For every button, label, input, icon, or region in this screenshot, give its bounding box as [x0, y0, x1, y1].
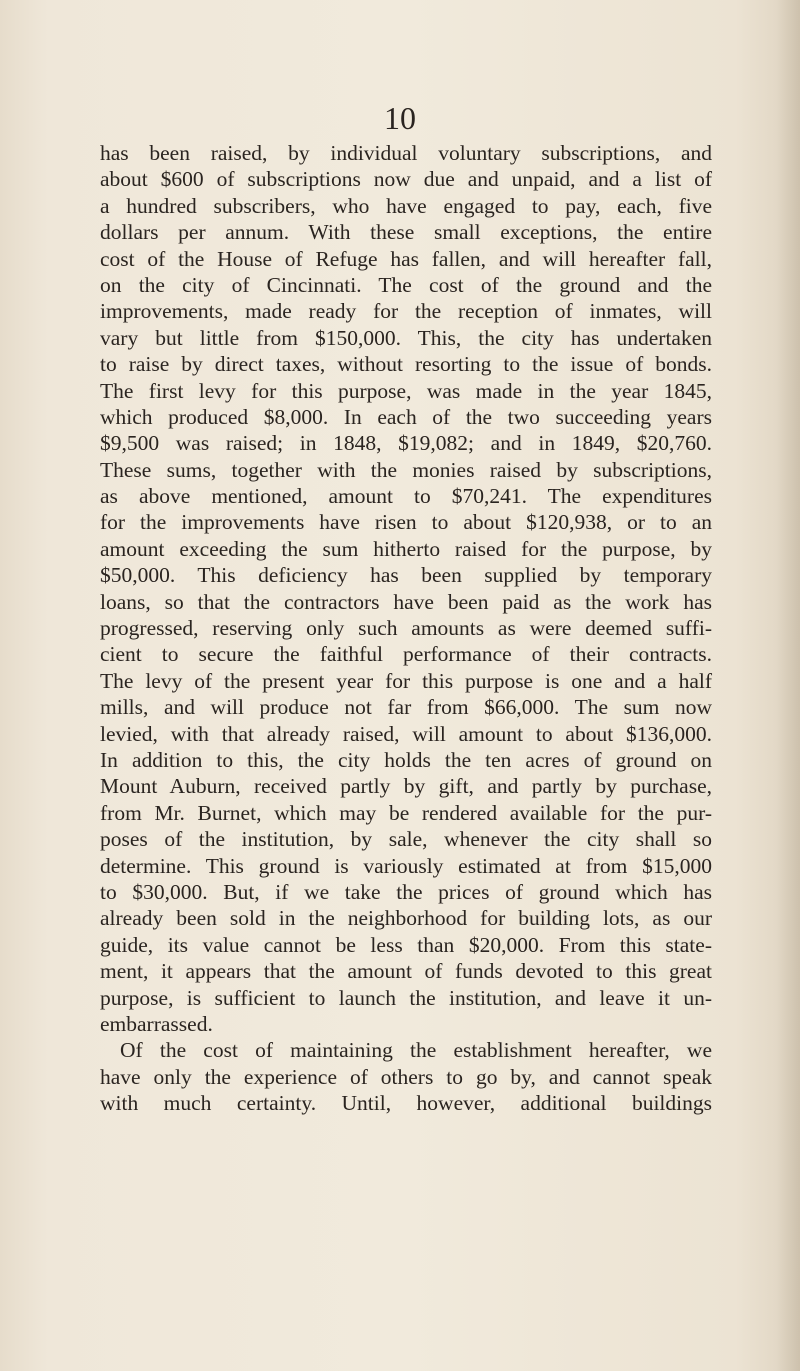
body-text	[100, 140, 712, 1116]
text-line: $50,000. This deficiency has been supplied by temporary	[100, 563, 712, 588]
text-line: vary but little from $150,000. This, the city has undertaken	[100, 325, 712, 350]
text-line: mills, and will produce not far from $66,000. The sum now	[100, 695, 712, 720]
text-line: to raise by direct taxes, without resorting to the issue of bonds.	[100, 352, 712, 377]
text-line: cient to secure the faithful performance of their contracts.	[100, 642, 712, 667]
text-line: on the city of Cincinnati. The cost of the ground and the	[100, 272, 712, 297]
text-line: for the improvements have risen to about $120,938, or to an	[100, 510, 712, 535]
text-line: Mount Auburn, received partly by gift, and partly by purchase,	[100, 774, 712, 799]
text-line: poses of the institution, by sale, whenever the city shall so	[100, 827, 712, 852]
page-edge-shadow	[776, 0, 800, 1371]
text-line: have only the experience of others to go by, and cannot speak	[100, 1064, 712, 1089]
text-line: to $30,000. But, if we take the prices of ground which has	[100, 879, 712, 904]
text-line: determine. This ground is variously estimated at from $15,000	[100, 853, 712, 878]
text-line: has been raised, by individual voluntary subscriptions, and	[100, 141, 712, 165]
text-line: from Mr. Burnet, which may be rendered available for the pur-	[100, 800, 712, 825]
text-line: These sums, together with the monies raised by subscriptions,	[100, 457, 712, 482]
text-line: cost of the House of Refuge has fallen, and will hereafter fall,	[100, 246, 712, 271]
text-line: In addition to this, the city holds the ten acres of ground on	[100, 747, 712, 772]
text-line: $9,500 was raised; in 1848, $19,082; and in 1849, $20,760.	[100, 431, 712, 456]
text-line: amount exceeding the sum hitherto raised for the purpose, by	[100, 536, 712, 561]
text-line: guide, its value cannot be less than $20,000. From this state-	[100, 932, 712, 957]
page-number: 10	[384, 100, 416, 136]
text-line: loans, so that the contractors have been paid as the work has	[100, 589, 712, 614]
text-line: purpose, is sufficient to launch the institution, and leave it un-	[100, 985, 712, 1010]
text-line: with much certainty. Until, however, additional buildings	[100, 1091, 712, 1116]
text-line: dollars per annum. With these small exceptions, the entire	[100, 220, 712, 245]
text-line: a hundred subscribers, who have engaged to pay, each, five	[100, 193, 712, 218]
text-line: as above mentioned, amount to $70,241. The expenditures	[100, 484, 712, 509]
text-line: already been sold in the neighborhood for building lots, as our	[100, 906, 712, 931]
text-line: The levy of the present year for this purpose is one and a half	[100, 668, 712, 693]
text-line: progressed, reserving only such amounts as were deemed suffi-	[100, 616, 712, 641]
text-line: Of the cost of maintaining the establishment hereafter, we	[120, 1038, 712, 1063]
text-line: improvements, made ready for the reception of inmates, will	[100, 299, 712, 324]
text-line: levied, with that already raised, will amount to about $136,000.	[100, 721, 712, 746]
text-line: about $600 of subscriptions now due and unpaid, and a list of	[100, 167, 712, 192]
text-line: which produced $8,000. In each of the two succeeding years	[100, 404, 712, 429]
text-line: The first levy for this purpose, was made in the year 1845,	[100, 378, 712, 403]
text-line: embarrassed.	[100, 1011, 213, 1036]
text-line: ment, it appears that the amount of funds devoted to this great	[100, 959, 712, 984]
